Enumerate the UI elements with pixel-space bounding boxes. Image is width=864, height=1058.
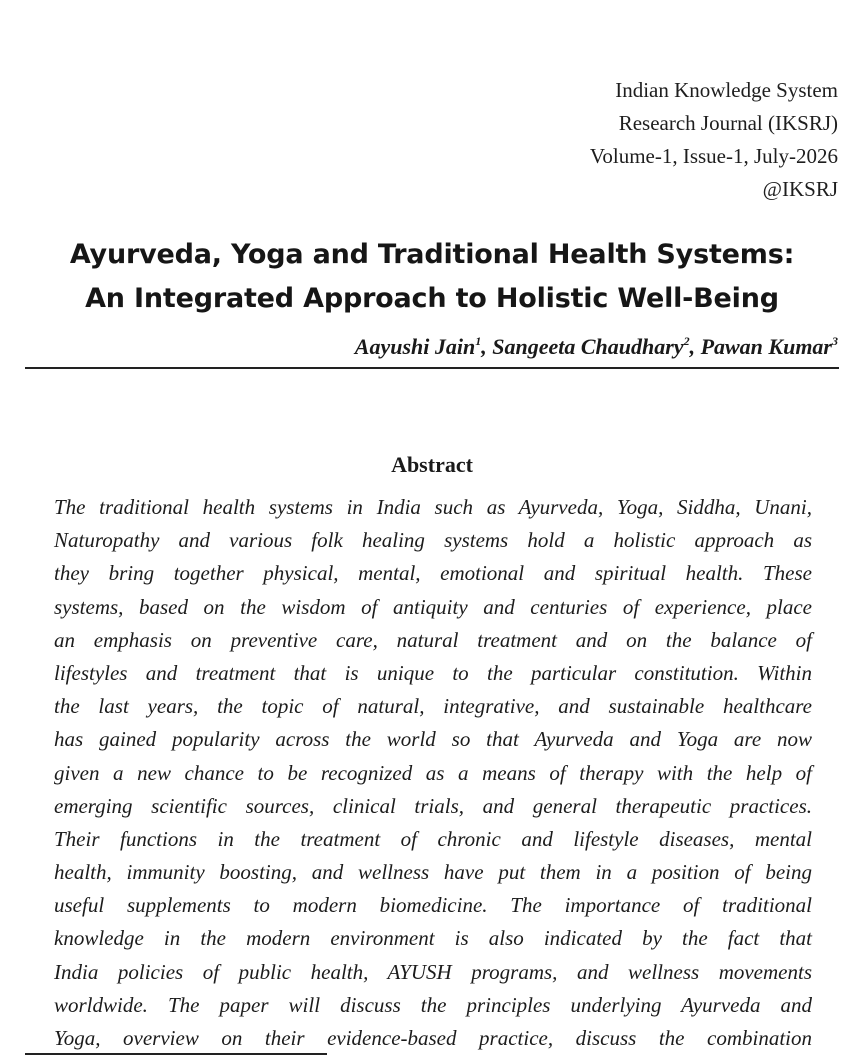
footnote-divider — [25, 1053, 327, 1055]
abstract-line: lifestyles and treatment that is unique to the particular constitution. Within — [54, 660, 812, 685]
paper-title-line-1: Ayurveda, Yoga and Traditional Health Systems: — [69, 239, 795, 270]
author-list — [138, 332, 838, 362]
abstract-line: they bring together physical, mental, emotional and spiritual health. These — [54, 561, 812, 586]
author-name: Aayushi Jain — [354, 334, 476, 359]
abstract-line: India policies of public health, AYUSH programs, and wellness movements — [54, 959, 812, 984]
abstract-line: an emphasis on preventive care, natural treatment and on the balance of — [54, 627, 812, 652]
abstract-line: systems, based on the wisdom of antiquity and centuries of experience, place — [54, 594, 812, 619]
abstract-line: Their functions in the treatment of chronic and lifestyle diseases, mental — [54, 826, 812, 851]
abstract-line: Naturopathy and various folk healing systems hold a holistic approach as — [54, 528, 812, 553]
author-affiliation-marker: 3 — [832, 334, 838, 348]
abstract-body — [54, 491, 812, 1055]
author-affiliation-marker: 1 — [475, 334, 482, 348]
abstract-line: Yoga, overview on their evidence-based practice, discuss the combination — [54, 1026, 812, 1050]
abstract-heading: Abstract — [391, 452, 473, 477]
journal-header — [418, 74, 838, 206]
journal-handle: @IKSRJ — [762, 177, 838, 201]
author-name: Pawan Kumar — [700, 334, 832, 359]
paper-title — [0, 233, 864, 321]
abstract-line: the last years, the topic of natural, integrative, and sustainable healthcare — [54, 694, 812, 719]
author-separator: , — [481, 334, 493, 359]
abstract-line: emerging scientific sources, clinical trials, and general therapeutic practices. — [54, 793, 812, 818]
journal-issue: Volume-1, Issue-1, July-2026 — [589, 144, 838, 168]
abstract-line: knowledge in the modern environment is also indicated by the fact that — [54, 926, 812, 951]
author-separator: , — [689, 334, 701, 359]
abstract-line: useful supplements to modern biomedicine. The importance of traditional — [54, 893, 812, 918]
title-divider — [25, 367, 839, 369]
author-affiliation-marker: 2 — [683, 334, 690, 348]
abstract-line: worldwide. The paper will discuss the principles underlying Ayurveda and — [54, 992, 812, 1017]
journal-name-line-2: Research Journal (IKSRJ) — [618, 111, 838, 135]
abstract-line: health, immunity boosting, and wellness have put them in a position of being — [54, 860, 812, 885]
paper-title-line-2: An Integrated Approach to Holistic Well-Being — [85, 283, 779, 314]
author-name: Sangeeta Chaudhary — [492, 334, 684, 359]
abstract-line: The traditional health systems in India such as Ayurveda, Yoga, Siddha, Unani, — [54, 495, 812, 519]
abstract-line: given a new chance to be recognized as a means of therapy with the help of — [54, 760, 812, 785]
journal-name-line-1: Indian Knowledge System — [615, 78, 838, 102]
abstract-line: has gained popularity across the world so that Ayurveda and Yoga are now — [54, 727, 812, 752]
